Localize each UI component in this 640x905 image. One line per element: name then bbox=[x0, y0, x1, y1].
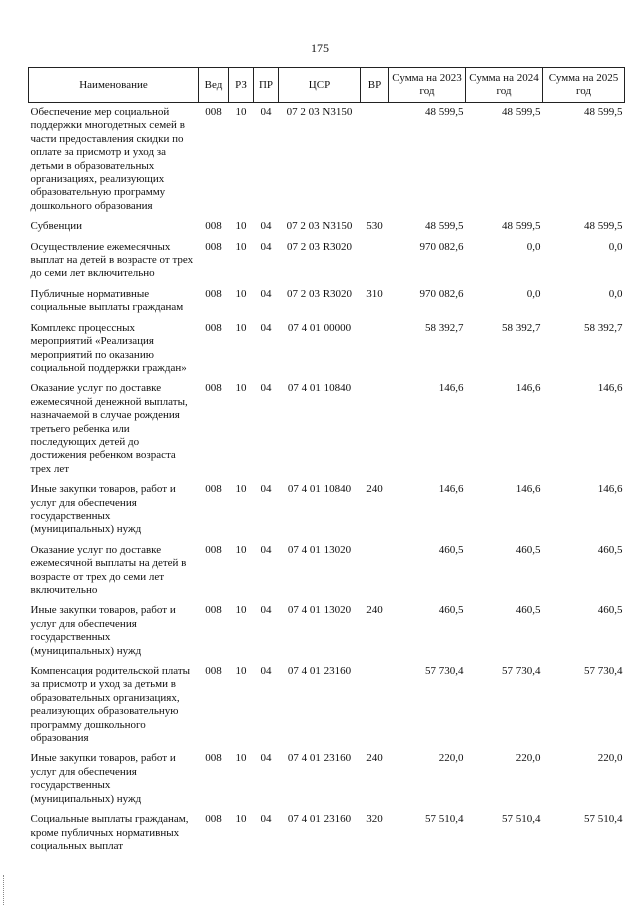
cell-csr: 07 4 01 10840 bbox=[287, 483, 352, 496]
cell-ved: 008 bbox=[205, 543, 222, 556]
header-name: Наименование bbox=[29, 68, 199, 103]
cell-rz: 10 bbox=[235, 220, 247, 233]
cell-sum-2024: 58 392,7 bbox=[502, 321, 541, 334]
cell-sum-2023: 970 082,6 bbox=[419, 240, 464, 253]
cell-name: Публичные нормативные социальные выплаты гражданам bbox=[30, 287, 184, 314]
cell-sum-2024: 57 510,4 bbox=[502, 813, 541, 826]
page-number: 175 bbox=[311, 41, 329, 55]
cell-pr: 04 bbox=[260, 287, 272, 300]
cell-sum-2025: 146,6 bbox=[597, 483, 623, 496]
cell-pr: 04 bbox=[260, 483, 272, 496]
cell-vr bbox=[361, 103, 389, 218]
cell-sum-2023: 460,5 bbox=[438, 604, 464, 617]
header-rz: РЗ bbox=[229, 68, 254, 103]
cell-csr: 07 4 01 23160 bbox=[287, 752, 352, 765]
cell-name: Иные закупки товаров, работ и услуг для обеспечения государственных (муниципальных) нужд bbox=[30, 752, 176, 805]
table-header-row bbox=[29, 68, 625, 103]
cell-vr: 310 bbox=[366, 287, 383, 300]
cell-sum-2023: 146,6 bbox=[438, 382, 464, 395]
cell-name: Комплекс процессных мероприятий «Реализация мероприятий по оказанию социальной поддержки граждан» bbox=[30, 321, 187, 374]
table-row bbox=[29, 601, 625, 662]
cell-ved: 008 bbox=[205, 287, 222, 300]
cell-csr: 07 4 01 13020 bbox=[287, 604, 352, 617]
cell-rz: 10 bbox=[235, 240, 247, 253]
cell-sum-2023: 57 730,4 bbox=[425, 665, 464, 678]
cell-ved: 008 bbox=[205, 813, 222, 826]
cell-sum-2025: 48 599,5 bbox=[584, 220, 623, 233]
table-row bbox=[29, 662, 625, 749]
table-row bbox=[29, 541, 625, 602]
cell-sum-2024: 48 599,5 bbox=[502, 106, 541, 118]
cell-name: Субвенции bbox=[30, 220, 83, 233]
cell-vr: 240 bbox=[366, 483, 383, 496]
cell-pr: 04 bbox=[260, 752, 272, 765]
cell-sum-2023: 48 599,5 bbox=[425, 106, 464, 118]
cell-rz: 10 bbox=[235, 382, 247, 395]
cell-ved: 008 bbox=[205, 220, 222, 233]
cell-rz: 10 bbox=[235, 752, 247, 765]
cell-rz: 10 bbox=[235, 665, 247, 678]
cell-pr: 04 bbox=[260, 240, 272, 253]
cell-ved: 008 bbox=[205, 604, 222, 617]
cell-name: Осуществление ежемесячных выплат на детей в возрасте от трех до семи лет включительно bbox=[30, 240, 194, 280]
cell-rz: 10 bbox=[235, 321, 247, 334]
cell-sum-2025: 146,6 bbox=[597, 382, 623, 395]
cell-sum-2025: 220,0 bbox=[597, 752, 623, 765]
cell-vr bbox=[361, 379, 389, 480]
cell-pr: 04 bbox=[260, 382, 272, 395]
cell-pr: 04 bbox=[260, 321, 272, 334]
cell-name: Социальные выплаты гражданам, кроме публичных нормативных социальных выплат bbox=[30, 813, 189, 852]
cell-sum-2024: 220,0 bbox=[515, 752, 541, 765]
cell-sum-2024: 48 599,5 bbox=[502, 220, 541, 233]
cell-sum-2023: 220,0 bbox=[438, 752, 464, 765]
cell-name: Иные закупки товаров, работ и услуг для обеспечения государственных (муниципальных) нужд bbox=[30, 604, 176, 657]
header-pr: ПР bbox=[254, 68, 279, 103]
cell-vr: 320 bbox=[366, 813, 383, 826]
cell-ved: 008 bbox=[205, 665, 222, 678]
table-row bbox=[29, 103, 625, 218]
cell-csr: 07 4 01 10840 bbox=[287, 382, 352, 395]
cell-sum-2023: 48 599,5 bbox=[425, 220, 464, 233]
cell-rz: 10 bbox=[235, 543, 247, 556]
cell-ved: 008 bbox=[205, 752, 222, 765]
cell-name: Компенсация родительской платы за присмотр и уход за детьми в образовательных организациях, реализующих образовательную программу дошкольного образования bbox=[30, 665, 191, 745]
cell-sum-2025: 48 599,5 bbox=[584, 106, 623, 118]
cell-csr: 07 4 01 23160 bbox=[287, 665, 352, 678]
cell-pr: 04 bbox=[260, 543, 272, 556]
header-ved: Вед bbox=[199, 68, 229, 103]
cell-sum-2025: 57 510,4 bbox=[584, 813, 623, 826]
cell-ved: 008 bbox=[205, 321, 222, 334]
table-row bbox=[29, 217, 625, 237]
cell-vr: 240 bbox=[366, 752, 383, 765]
cell-sum-2024: 0,0 bbox=[526, 287, 541, 300]
table-row bbox=[29, 238, 625, 285]
cell-rz: 10 bbox=[235, 483, 247, 496]
cell-vr bbox=[361, 319, 389, 380]
header-csr: ЦСР bbox=[279, 68, 361, 103]
cell-pr: 04 bbox=[260, 106, 272, 118]
cell-csr: 07 2 03 N3150 bbox=[286, 106, 353, 118]
table-body bbox=[29, 103, 625, 858]
cell-vr bbox=[361, 238, 389, 285]
cell-sum-2024: 0,0 bbox=[526, 240, 541, 253]
cell-vr bbox=[361, 662, 389, 749]
cell-rz: 10 bbox=[235, 604, 247, 617]
cell-sum-2023: 970 082,6 bbox=[419, 287, 464, 300]
cell-csr: 07 4 01 13020 bbox=[287, 543, 352, 556]
table-row bbox=[29, 810, 625, 857]
cell-pr: 04 bbox=[260, 813, 272, 826]
cell-sum-2025: 460,5 bbox=[597, 543, 623, 556]
cell-sum-2025: 57 730,4 bbox=[584, 665, 623, 678]
header-sum-2023: Сумма на 2023 год bbox=[389, 68, 466, 103]
header-sum-2024: Сумма на 2024 год bbox=[466, 68, 543, 103]
cell-vr bbox=[361, 541, 389, 602]
cell-name: Обеспечение мер социальной поддержки многодетных семей в части предоставления скидки по оплате за присмотр и уход за детьми в образовательных организациях, реализующих образовательную программу дошкольного образования bbox=[30, 106, 185, 212]
cell-name: Иные закупки товаров, работ и услуг для обеспечения государственных (муниципальных) нужд bbox=[30, 483, 176, 536]
cell-csr: 07 2 03 N3150 bbox=[286, 220, 353, 233]
table-row bbox=[29, 480, 625, 541]
cell-csr: 07 2 03 R3020 bbox=[286, 287, 353, 300]
cell-sum-2023: 57 510,4 bbox=[425, 813, 464, 826]
cell-rz: 10 bbox=[235, 287, 247, 300]
cell-csr: 07 4 01 23160 bbox=[287, 813, 352, 826]
cell-vr: 240 bbox=[366, 604, 383, 617]
cell-rz: 10 bbox=[235, 106, 247, 118]
cell-ved: 008 bbox=[205, 382, 222, 395]
cell-csr: 07 4 01 00000 bbox=[287, 321, 352, 334]
cell-name: Оказание услуг по доставке ежемесячной денежной выплаты, назначаемой в случае рождения третьего ребенка или последующих детей до достижения ребенком возраста трех лет bbox=[30, 382, 188, 475]
cell-sum-2023: 146,6 bbox=[438, 483, 464, 496]
cell-csr: 07 2 03 R3020 bbox=[286, 240, 353, 253]
budget-table bbox=[28, 67, 625, 857]
cell-pr: 04 bbox=[260, 220, 272, 233]
cell-pr: 04 bbox=[260, 665, 272, 678]
cell-sum-2025: 58 392,7 bbox=[584, 321, 623, 334]
cell-pr: 04 bbox=[260, 604, 272, 617]
cell-sum-2023: 460,5 bbox=[438, 543, 464, 556]
cell-sum-2024: 460,5 bbox=[515, 543, 541, 556]
cell-ved: 008 bbox=[205, 483, 222, 496]
cell-ved: 008 bbox=[205, 240, 222, 253]
cell-ved: 008 bbox=[205, 106, 222, 118]
cell-sum-2024: 57 730,4 bbox=[502, 665, 541, 678]
cell-sum-2024: 146,6 bbox=[515, 483, 541, 496]
scan-artifact bbox=[3, 875, 6, 905]
table-row bbox=[29, 319, 625, 380]
cell-sum-2023: 58 392,7 bbox=[425, 321, 464, 334]
table-row bbox=[29, 749, 625, 810]
cell-vr: 530 bbox=[366, 220, 383, 233]
header-vr: ВР bbox=[361, 68, 389, 103]
table-row bbox=[29, 379, 625, 480]
cell-sum-2025: 0,0 bbox=[608, 240, 623, 253]
cell-sum-2024: 460,5 bbox=[515, 604, 541, 617]
cell-sum-2025: 460,5 bbox=[597, 604, 623, 617]
cell-name: Оказание услуг по доставке ежемесячной выплаты на детей в возрасте от трех до семи лет включительно bbox=[30, 543, 187, 596]
cell-sum-2025: 0,0 bbox=[608, 287, 623, 300]
cell-sum-2024: 146,6 bbox=[515, 382, 541, 395]
cell-rz: 10 bbox=[235, 813, 247, 826]
header-sum-2025: Сумма на 2025 год bbox=[543, 68, 625, 103]
table-row bbox=[29, 285, 625, 319]
